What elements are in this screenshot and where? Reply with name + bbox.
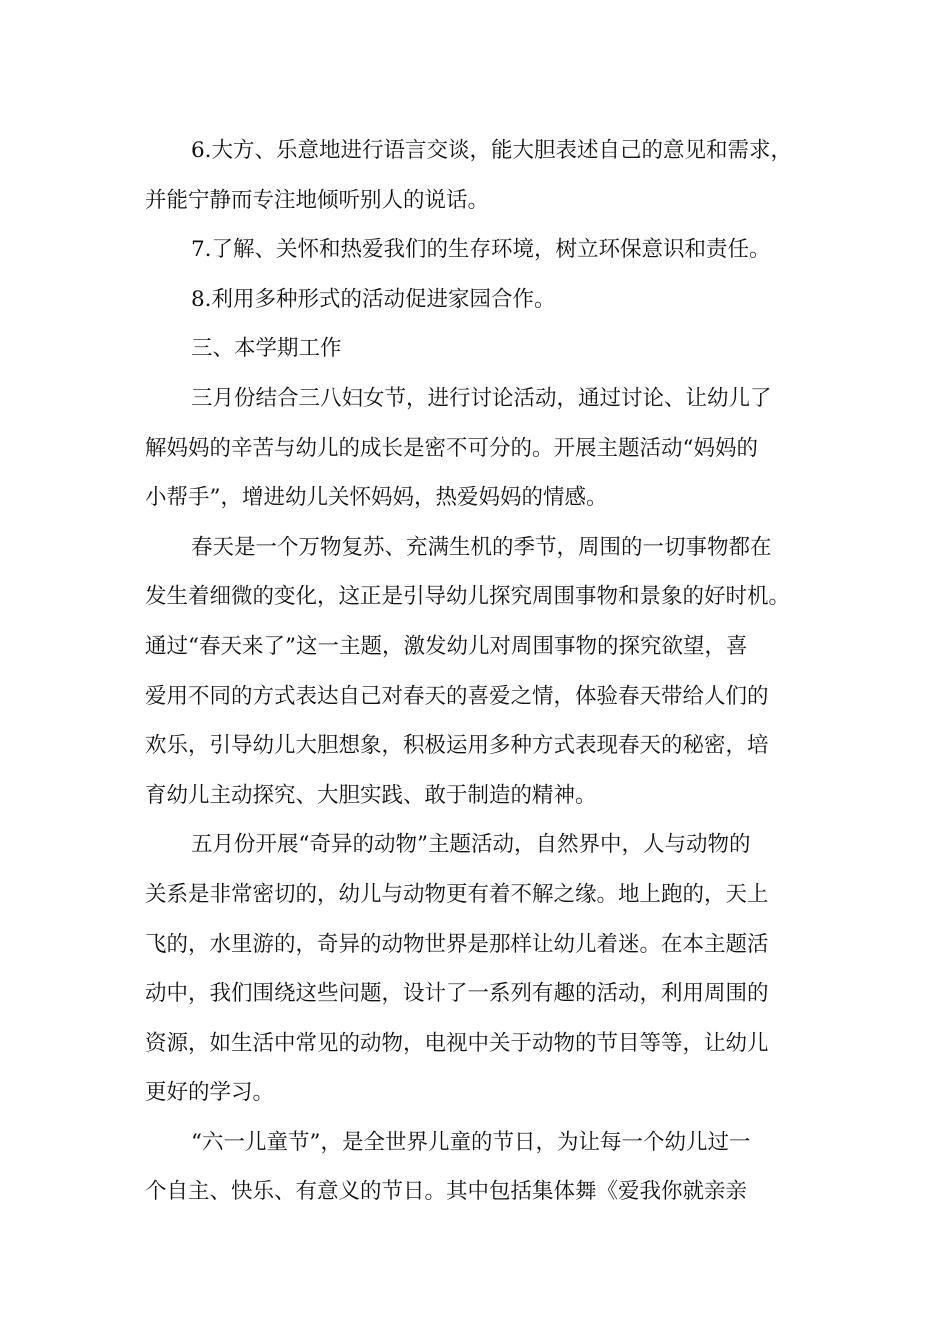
text-line: 解妈妈的辛苦与幼儿的成长是密不可分的。开展主题活动“妈妈的 xyxy=(145,435,758,461)
text-line: 通过“春天来了”这一主题，激发幼儿对周围事物的探究欲望，喜 xyxy=(145,633,748,659)
text-line: “六一儿童节”，是全世界儿童的节日，为让每一个幼儿过一 xyxy=(191,1129,751,1155)
text-line: 三月份结合三八妇女节，进行讨论活动，通过讨论、让幼儿了 xyxy=(191,385,772,411)
text-line: 7.了解、关怀和热爱我们的生存环境，树立环保意识和责任。 xyxy=(191,237,771,263)
text-line: 更好的学习。 xyxy=(145,1080,275,1106)
text-line: 个自主、快乐、有意义的节日。其中包括集体舞《爱我你就亲亲 xyxy=(145,1179,748,1205)
text-line: 小帮手”，增进幼儿关怀妈妈，热爱妈妈的情感。 xyxy=(145,485,608,511)
text-line: 发生着细微的变化，这正是引导幼儿探究周围事物和景象的好时机。 xyxy=(145,584,791,610)
text-line: 五月份开展“奇异的动物”主题活动，自然界中，人与动物的 xyxy=(191,832,751,858)
document-body xyxy=(145,126,835,1217)
section-heading: 三、本学期工作 xyxy=(191,336,342,362)
text-line: 动中，我们围绕这些问题，设计了一系列有趣的活动，利用周围的 xyxy=(145,981,769,1007)
text-line: 爱用不同的方式表达自己对春天的喜爱之情，体验春天带给人们的 xyxy=(145,683,769,709)
text-line: 关系是非常密切的，幼儿与动物更有着不解之缘。地上跑的，天上 xyxy=(145,881,769,907)
text-line: 春天是一个万物复苏、充满生机的季节，周围的一切事物都在 xyxy=(191,534,772,560)
text-line: 8.利用多种形式的活动促进家园合作。 xyxy=(191,286,556,312)
text-line: 飞的，水里游的，奇异的动物世界是那样让幼儿着迷。在本主题活 xyxy=(145,931,769,957)
text-line: 并能宁静而专注地倾听别人的说话。 xyxy=(145,187,490,213)
text-line: 资源，如生活中常见的动物，电视中关于动物的节目等等，让幼儿 xyxy=(145,1030,769,1056)
text-line: 欢乐，引导幼儿大胆想象，积极运用多种方式表现春天的秘密，培 xyxy=(145,733,769,759)
text-line: 6.大方、乐意地进行语言交谈，能大胆表述自己的意见和需求， xyxy=(191,138,793,163)
text-line: 育幼儿主动探究、大胆实践、敢于制造的精神。 xyxy=(145,782,597,808)
